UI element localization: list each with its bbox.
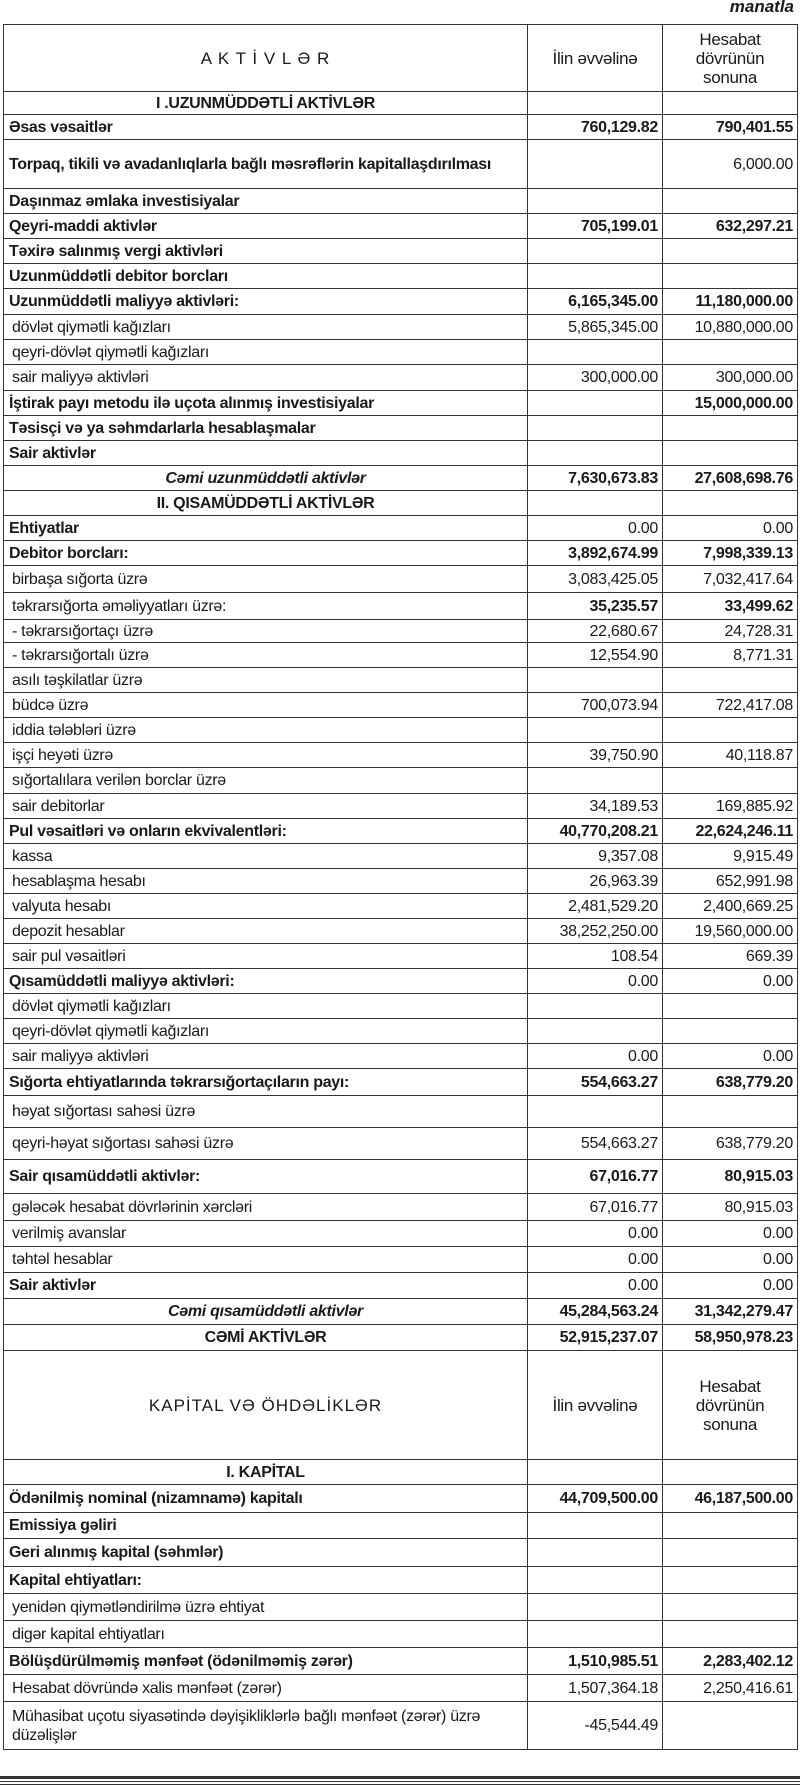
value-beginning-of-year: 35,235.57 (528, 593, 663, 620)
value-end-of-period: 22,624,246.11 (663, 819, 798, 844)
value-end-of-period: 0.00 (663, 1273, 798, 1299)
row-label: - təkrarsığortalı üzrə (4, 643, 528, 668)
value-beginning-of-year: 6,165,345.00 (528, 289, 663, 315)
table-row (4, 693, 798, 718)
value-beginning-of-year: 38,252,250.00 (528, 919, 663, 944)
value-end-of-period (663, 416, 798, 441)
value-end-of-period: 80,915.03 (663, 1160, 798, 1194)
table-row (4, 1485, 798, 1513)
value-end-of-period (663, 340, 798, 365)
table-row (4, 1096, 798, 1128)
value-beginning-of-year: 45,284,563.24 (528, 1299, 663, 1325)
value-beginning-of-year (528, 1594, 663, 1621)
row-label: Torpaq, tikili və avadanlıqlarla bağlı məsrəflərin kapitallaşdırılması (4, 140, 528, 189)
row-label: Sair aktivlər (4, 441, 528, 466)
row-label: Sair aktivlər (4, 1273, 528, 1299)
table-row (4, 894, 798, 919)
row-label: Hesabat dövründə xalis mənfəət (zərər) (4, 1675, 528, 1702)
value-beginning-of-year: 1,510,985.51 (528, 1648, 663, 1675)
row-label: verilmiş avanslar (4, 1221, 528, 1247)
row-label: digər kapital ehtiyatları (4, 1621, 528, 1648)
table-row (4, 516, 798, 541)
row-label: qeyri-dövlət qiymətli kağızları (4, 1019, 528, 1044)
value-beginning-of-year (528, 391, 663, 416)
value-end-of-period (663, 1702, 798, 1750)
value-beginning-of-year: İlin əvvəlinə (528, 25, 663, 92)
row-label: qeyri-dövlət qiymətli kağızları (4, 340, 528, 365)
table-row (4, 743, 798, 768)
value-end-of-period: 790,401.55 (663, 115, 798, 140)
value-beginning-of-year: 0.00 (528, 1044, 663, 1069)
value-end-of-period: 2,400,669.25 (663, 894, 798, 919)
row-label: Pul vəsaitləri və onların ekvivalentləri: (4, 819, 528, 844)
value-beginning-of-year (528, 668, 663, 693)
balance-sheet-table (3, 24, 798, 1750)
table-row (4, 1648, 798, 1675)
value-end-of-period (663, 239, 798, 264)
row-label: I. KAPİTAL (4, 1460, 528, 1485)
row-label: Təsisçi və ya səhmdarlarla hesablaşmalar (4, 416, 528, 441)
value-end-of-period: 58,950,978.23 (663, 1325, 798, 1351)
value-end-of-period (663, 718, 798, 743)
row-label: işçi heyəti üzrə (4, 743, 528, 768)
value-end-of-period: 46,187,500.00 (663, 1485, 798, 1513)
value-beginning-of-year: 0.00 (528, 969, 663, 994)
table-row (4, 819, 798, 844)
section-header-row (4, 1460, 798, 1485)
table-row (4, 1160, 798, 1194)
value-end-of-period: 9,915.49 (663, 844, 798, 869)
value-beginning-of-year (528, 189, 663, 214)
table-row (4, 969, 798, 994)
value-beginning-of-year: 26,963.39 (528, 869, 663, 894)
table-row (4, 115, 798, 140)
table-row (4, 1567, 798, 1594)
value-end-of-period: 24,728.31 (663, 620, 798, 643)
table-row (4, 844, 798, 869)
row-label: Sair qısamüddətli aktivlər: (4, 1160, 528, 1194)
table-row (4, 668, 798, 693)
value-end-of-period: 632,297.21 (663, 214, 798, 239)
row-label: Bölüşdürülməmiş mənfəət (ödənilməmiş zərər) (4, 1648, 528, 1675)
value-beginning-of-year: 5,865,345.00 (528, 315, 663, 340)
value-beginning-of-year (528, 441, 663, 466)
value-beginning-of-year: 0.00 (528, 516, 663, 541)
table-row (4, 994, 798, 1019)
row-label: Emissiya gəliri (4, 1513, 528, 1539)
row-label: Cəmi uzunmüddətli aktivlər (4, 466, 528, 491)
value-end-of-period: Hesabat dövrünün sonuna (663, 1351, 798, 1460)
value-beginning-of-year (528, 994, 663, 1019)
value-beginning-of-year: 44,709,500.00 (528, 1485, 663, 1513)
value-beginning-of-year: 40,770,208.21 (528, 819, 663, 844)
value-beginning-of-year: -45,544.49 (528, 1702, 663, 1750)
table-row (4, 768, 798, 794)
table-row (4, 1621, 798, 1648)
value-end-of-period: 80,915.03 (663, 1194, 798, 1221)
table-row (4, 365, 798, 391)
table-row (4, 1069, 798, 1096)
value-end-of-period: 2,250,416.61 (663, 1675, 798, 1702)
value-beginning-of-year (528, 1019, 663, 1044)
row-label: Daşınmaz əmlaka investisiyalar (4, 189, 528, 214)
value-beginning-of-year (528, 239, 663, 264)
value-beginning-of-year: 554,663.27 (528, 1128, 663, 1160)
row-label: Ödənilmiş nominal (nizamnamə) kapitalı (4, 1485, 528, 1513)
value-beginning-of-year (528, 1567, 663, 1594)
row-label: Qeyri-maddi aktivlər (4, 214, 528, 239)
total-row (4, 1325, 798, 1351)
table-row (4, 1273, 798, 1299)
value-beginning-of-year (528, 264, 663, 289)
value-beginning-of-year: 700,073.94 (528, 693, 663, 718)
value-beginning-of-year (528, 768, 663, 794)
value-end-of-period: 27,608,698.76 (663, 466, 798, 491)
row-label: dövlət qiymətli kağızları (4, 315, 528, 340)
table-row (4, 541, 798, 566)
value-beginning-of-year: 22,680.67 (528, 620, 663, 643)
table-row (4, 794, 798, 819)
table-row (4, 214, 798, 239)
value-end-of-period: 669.39 (663, 944, 798, 969)
value-beginning-of-year: 0.00 (528, 1273, 663, 1299)
row-label: təhtəl hesablar (4, 1247, 528, 1273)
value-beginning-of-year: 760,129.82 (528, 115, 663, 140)
value-end-of-period (663, 92, 798, 115)
value-end-of-period (663, 189, 798, 214)
row-label: Qısamüddətli maliyyə aktivləri: (4, 969, 528, 994)
value-beginning-of-year (528, 491, 663, 516)
table-row (4, 593, 798, 620)
value-end-of-period: 15,000,000.00 (663, 391, 798, 416)
table-row (4, 718, 798, 743)
value-beginning-of-year (528, 92, 663, 115)
row-label: Kapital ehtiyatları: (4, 1567, 528, 1594)
value-beginning-of-year: 9,357.08 (528, 844, 663, 869)
row-label: valyuta hesabı (4, 894, 528, 919)
row-label: sair maliyyə aktivləri (4, 365, 528, 391)
value-end-of-period (663, 1096, 798, 1128)
table-row (4, 1247, 798, 1273)
table-row (4, 441, 798, 466)
value-end-of-period (663, 1594, 798, 1621)
footer-rule-thick (0, 1776, 800, 1779)
table-row (4, 140, 798, 189)
row-label: təkrarsığorta əməliyyatları üzrə: (4, 593, 528, 620)
table-row (4, 869, 798, 894)
value-beginning-of-year (528, 140, 663, 189)
value-beginning-of-year: 3,892,674.99 (528, 541, 663, 566)
row-label: Əsas vəsaitlər (4, 115, 528, 140)
value-end-of-period: 31,342,279.47 (663, 1299, 798, 1325)
table-row (4, 264, 798, 289)
value-end-of-period: 652,991.98 (663, 869, 798, 894)
table-row (4, 643, 798, 668)
table-row (4, 919, 798, 944)
value-end-of-period (663, 1567, 798, 1594)
table-row (4, 289, 798, 315)
value-beginning-of-year: 2,481,529.20 (528, 894, 663, 919)
table-row (4, 566, 798, 593)
value-beginning-of-year: 3,083,425.05 (528, 566, 663, 593)
table-row (4, 620, 798, 643)
value-end-of-period: 0.00 (663, 1221, 798, 1247)
value-beginning-of-year: 705,199.01 (528, 214, 663, 239)
value-end-of-period: 2,283,402.12 (663, 1648, 798, 1675)
value-end-of-period: 7,998,339.13 (663, 541, 798, 566)
value-end-of-period (663, 1621, 798, 1648)
value-beginning-of-year (528, 1621, 663, 1648)
value-end-of-period: Hesabat dövrünün sonuna (663, 25, 798, 92)
value-end-of-period: 638,779.20 (663, 1069, 798, 1096)
value-end-of-period (663, 1019, 798, 1044)
table-row (4, 1675, 798, 1702)
value-end-of-period (663, 1539, 798, 1567)
row-label: Debitor borcları: (4, 541, 528, 566)
value-beginning-of-year (528, 416, 663, 441)
table-row (4, 1044, 798, 1069)
row-label: yenidən qiymətləndirilmə üzrə ehtiyat (4, 1594, 528, 1621)
row-label: dövlət qiymətli kağızları (4, 994, 528, 1019)
value-end-of-period: 300,000.00 (663, 365, 798, 391)
row-label: Sığorta ehtiyatlarında təkrarsığortaçıların payı: (4, 1069, 528, 1096)
value-end-of-period (663, 1513, 798, 1539)
row-label: CƏMİ AKTİVLƏR (4, 1325, 528, 1351)
table-row (4, 239, 798, 264)
currency-unit-label: manatla (729, 0, 794, 16)
section-header-row (4, 491, 798, 516)
footer-rule-thin (0, 1781, 800, 1782)
value-beginning-of-year: 108.54 (528, 944, 663, 969)
value-beginning-of-year: 52,915,237.07 (528, 1325, 663, 1351)
table-row (4, 189, 798, 214)
row-label: sair debitorlar (4, 794, 528, 819)
value-end-of-period: 7,032,417.64 (663, 566, 798, 593)
value-end-of-period: 8,771.31 (663, 643, 798, 668)
value-beginning-of-year: 34,189.53 (528, 794, 663, 819)
row-label: büdcə üzrə (4, 693, 528, 718)
value-end-of-period (663, 441, 798, 466)
value-beginning-of-year (528, 1096, 663, 1128)
table-row (4, 1194, 798, 1221)
value-beginning-of-year: 12,554.90 (528, 643, 663, 668)
row-label: I .UZUNMÜDDƏTLİ AKTİVLƏR (4, 92, 528, 115)
row-label: qeyri-həyat sığortası sahəsi üzrə (4, 1128, 528, 1160)
table-header-row (4, 25, 798, 92)
row-label: asılı təşkilatlar üzrə (4, 668, 528, 693)
table-row (4, 416, 798, 441)
value-end-of-period (663, 264, 798, 289)
value-end-of-period: 0.00 (663, 1247, 798, 1273)
row-label: birbaşa sığorta üzrə (4, 566, 528, 593)
value-end-of-period: 6,000.00 (663, 140, 798, 189)
value-end-of-period: 169,885.92 (663, 794, 798, 819)
row-label: depozit hesablar (4, 919, 528, 944)
value-beginning-of-year (528, 1513, 663, 1539)
row-label: Uzunmüddətli debitor borcları (4, 264, 528, 289)
value-beginning-of-year: 0.00 (528, 1221, 663, 1247)
row-label: Mühasibat uçotu siyasətində dəyişikliklərlə bağlı mənfəət (zərər) üzrə düzəlişlər (4, 1702, 528, 1750)
value-beginning-of-year (528, 340, 663, 365)
row-label: iddia tələbləri üzrə (4, 718, 528, 743)
row-label: - təkrarsığortaçı üzrə (4, 620, 528, 643)
table-row (4, 315, 798, 340)
table-row (4, 944, 798, 969)
value-beginning-of-year: 1,507,364.18 (528, 1675, 663, 1702)
section-header-row (4, 92, 798, 115)
value-beginning-of-year: 7,630,673.83 (528, 466, 663, 491)
row-label: sığortalılara verilən borclar üzrə (4, 768, 528, 794)
table-row (4, 1513, 798, 1539)
row-label: Geri alınmış kapital (səhmlər) (4, 1539, 528, 1567)
value-beginning-of-year: 300,000.00 (528, 365, 663, 391)
table-row (4, 1702, 798, 1750)
value-end-of-period: 33,499.62 (663, 593, 798, 620)
value-end-of-period (663, 768, 798, 794)
value-end-of-period: 19,560,000.00 (663, 919, 798, 944)
row-label: KAPİTAL VƏ ÖHDƏLİKLƏR (4, 1351, 528, 1460)
table-row (4, 1019, 798, 1044)
value-beginning-of-year: 67,016.77 (528, 1194, 663, 1221)
total-row (4, 1299, 798, 1325)
value-beginning-of-year: 0.00 (528, 1247, 663, 1273)
table-row (4, 1128, 798, 1160)
table-row (4, 1594, 798, 1621)
value-end-of-period: 0.00 (663, 516, 798, 541)
value-end-of-period: 10,880,000.00 (663, 315, 798, 340)
row-label: A K T İ V L Ə R (4, 25, 528, 92)
value-end-of-period (663, 1460, 798, 1485)
value-beginning-of-year: 554,663.27 (528, 1069, 663, 1096)
total-row (4, 466, 798, 491)
row-label: gələcək hesabat dövrlərinin xərcləri (4, 1194, 528, 1221)
row-label: Təxirə salınmış vergi aktivləri (4, 239, 528, 264)
value-beginning-of-year: 67,016.77 (528, 1160, 663, 1194)
table-row (4, 391, 798, 416)
table-row (4, 340, 798, 365)
value-beginning-of-year: 39,750.90 (528, 743, 663, 768)
table-header-row (4, 1351, 798, 1460)
row-label: sair pul vəsaitləri (4, 944, 528, 969)
row-label: həyat sığortası sahəsi üzrə (4, 1096, 528, 1128)
row-label: Uzunmüddətli maliyyə aktivləri: (4, 289, 528, 315)
table-row (4, 1539, 798, 1567)
row-label: Ehtiyatlar (4, 516, 528, 541)
value-end-of-period (663, 994, 798, 1019)
row-label: sair maliyyə aktivləri (4, 1044, 528, 1069)
value-beginning-of-year: İlin əvvəlinə (528, 1351, 663, 1460)
value-end-of-period (663, 668, 798, 693)
table-row (4, 1221, 798, 1247)
value-beginning-of-year (528, 1460, 663, 1485)
row-label: Cəmi qısamüddətli aktivlər (4, 1299, 528, 1325)
row-label: II. QISAMÜDDƏTLİ AKTİVLƏR (4, 491, 528, 516)
value-beginning-of-year (528, 1539, 663, 1567)
value-beginning-of-year (528, 718, 663, 743)
value-end-of-period: 0.00 (663, 1044, 798, 1069)
value-end-of-period: 0.00 (663, 969, 798, 994)
row-label: İştirak payı metodu ilə uçota alınmış investisiyalar (4, 391, 528, 416)
value-end-of-period: 40,118.87 (663, 743, 798, 768)
value-end-of-period (663, 491, 798, 516)
value-end-of-period: 638,779.20 (663, 1128, 798, 1160)
row-label: hesablaşma hesabı (4, 869, 528, 894)
row-label: kassa (4, 844, 528, 869)
value-end-of-period: 722,417.08 (663, 693, 798, 718)
value-end-of-period: 11,180,000.00 (663, 289, 798, 315)
